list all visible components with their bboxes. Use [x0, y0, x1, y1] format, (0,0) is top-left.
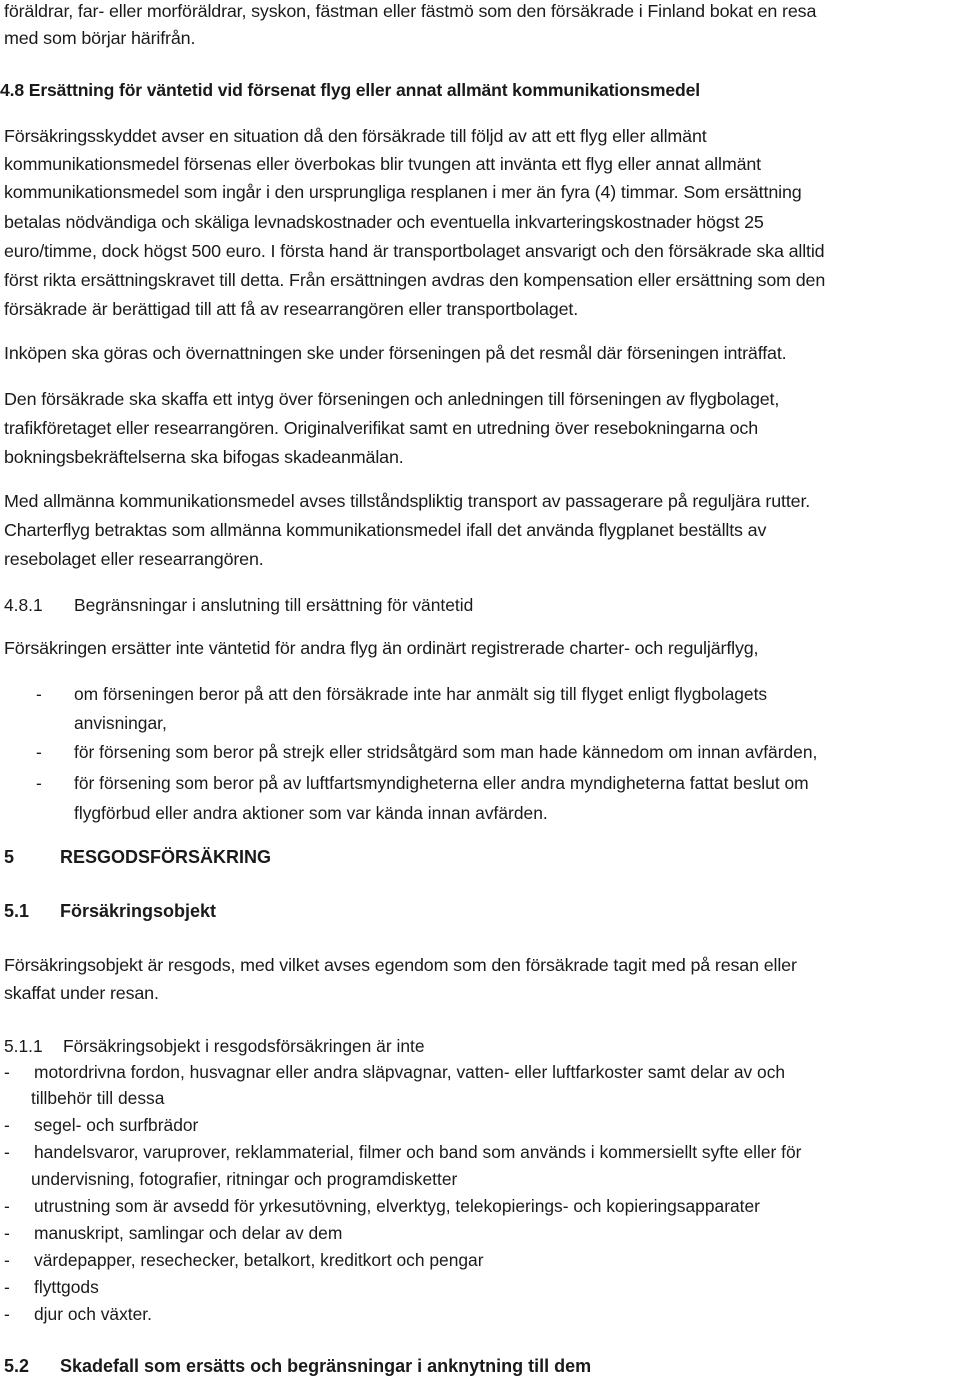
intro-line: med som börjar härifrån. [4, 28, 196, 48]
paragraph-line: trafikföretaget eller researrangören. Originalverifikat samt en utredning över resebokningarna och [4, 418, 759, 438]
subsection-number: 4.8.1 [4, 595, 43, 615]
section-number: 5.2 [4, 1356, 30, 1376]
list-item: flygförbud eller andra aktioner som var kända innan avfärden. [74, 803, 548, 823]
paragraph-line: Försäkringsskyddet avser en situation då den försäkrade till följd av att ett flyg eller allmänt [4, 126, 707, 146]
paragraph-line: resebolaget eller researrangören. [4, 549, 264, 569]
paragraph-line: Charterflyg betraktas som allmänna kommunikationsmedel ifall det använda flygplanet beställts av [4, 520, 767, 540]
subsection-number: 5.1.1 [4, 1036, 43, 1056]
list-item: för försening som beror på av luftfartsmyndigheterna eller andra myndigheterna fattat beslut om [74, 773, 809, 793]
list-item: tillbehör till dessa [31, 1088, 165, 1108]
paragraph-line: Inköpen ska göras och övernattningen ske under förseningen på det resmål där förseningen inträffat. [4, 343, 787, 363]
paragraph-line: skaffat under resan. [4, 983, 159, 1003]
list-bullet: - [36, 773, 42, 793]
list-bullet: - [4, 1250, 10, 1270]
paragraph-line: Med allmänna kommunikationsmedel avses tillståndspliktig transport av passagerare på reguljära rutter. [4, 491, 811, 511]
list-item: djur och växter. [34, 1304, 152, 1324]
paragraph-line: euro/timme, dock högst 500 euro. I första hand är transportbolaget ansvarigt och den försäkrade ska alltid [4, 241, 825, 261]
paragraph-line: Den försäkrade ska skaffa ett intyg över förseningen och anledningen till förseningen av flygbolaget, [4, 389, 780, 409]
list-bullet: - [4, 1223, 10, 1243]
list-item: manuskript, samlingar och delar av dem [34, 1223, 343, 1243]
paragraph-line: kommunikationsmedel som ingår i den ursprungliga resplanen i mer än fyra (4) timmar. Som ersättning [4, 182, 802, 202]
paragraph-line: först rikta ersättningskravet till detta. Från ersättningen avdras den kompensation eller ersättning som den [4, 270, 826, 290]
section-number: 5.1 [4, 901, 30, 921]
paragraph-line: bokningsbekräftelserna ska bifogas skadeanmälan. [4, 447, 404, 467]
list-item: anvisningar, [74, 713, 167, 733]
paragraph-line: Försäkringsobjekt är resgods, med vilket avses egendom som den försäkrade tagit med på resan eller [4, 955, 797, 975]
list-bullet: - [4, 1304, 10, 1324]
paragraph-line: kommunikationsmedel försenas eller överbokas blir tvungen att invänta ett flyg eller annat allmänt [4, 154, 761, 174]
list-item: handelsvaror, varuprover, reklammaterial, filmer och band som används i kommersiellt syfte eller för [34, 1142, 802, 1162]
section-number: 5 [4, 847, 15, 867]
section-heading-4-8: 4.8 Ersättning för väntetid vid försenat flyg eller annat allmänt kommunikationsmedel [0, 80, 700, 100]
list-item: segel- och surfbrädor [34, 1115, 199, 1135]
subsection-title: Försäkringsobjekt i resgodsförsäkringen är inte [63, 1036, 425, 1056]
paragraph-line: betalas nödvändiga och skäliga levnadskostnader och eventuella inkvarteringskostnader högst 25 [4, 212, 764, 232]
list-item: om förseningen beror på att den försäkrade inte har anmält sig till flyget enligt flygbolagets [74, 684, 768, 704]
list-bullet: - [4, 1196, 10, 1216]
paragraph-line: Försäkringen ersätter inte väntetid för andra flyg än ordinärt registrerade charter- och reguljärflyg, [4, 638, 759, 658]
list-item: utrustning som är avsedd för yrkesutövning, elverktyg, telekopierings- och kopieringsapparater [34, 1196, 760, 1216]
list-bullet: - [36, 684, 42, 704]
list-item: undervisning, fotografier, ritningar och programdisketter [31, 1169, 458, 1189]
section-title: Försäkringsobjekt [60, 901, 217, 921]
list-bullet: - [4, 1115, 10, 1135]
list-item: för försening som beror på strejk eller stridsåtgärd som man hade kännedom om innan avfärden, [74, 742, 818, 762]
list-bullet: - [36, 742, 42, 762]
intro-line: föräldrar, far- eller morföräldrar, syskon, fästman eller fästmö som den försäkrade i Finland bokat en resa [4, 1, 817, 21]
list-bullet: - [4, 1062, 10, 1082]
section-title: Skadefall som ersätts och begränsningar i anknytning till dem [60, 1356, 592, 1376]
list-item: motordrivna fordon, husvagnar eller andra släpvagnar, vatten- eller luftfarkoster samt delar av och [34, 1062, 786, 1082]
subsection-title: Begränsningar i anslutning till ersättning för väntetid [74, 595, 474, 615]
list-bullet: - [4, 1277, 10, 1297]
section-title: RESGODSFÖRSÄKRING [60, 847, 272, 867]
list-item: värdepapper, resechecker, betalkort, kreditkort och pengar [34, 1250, 484, 1270]
paragraph-line: försäkrade är berättigad till att få av researrangören eller transportbolaget. [4, 299, 579, 319]
list-bullet: - [4, 1142, 10, 1162]
list-item: flyttgods [34, 1277, 99, 1297]
